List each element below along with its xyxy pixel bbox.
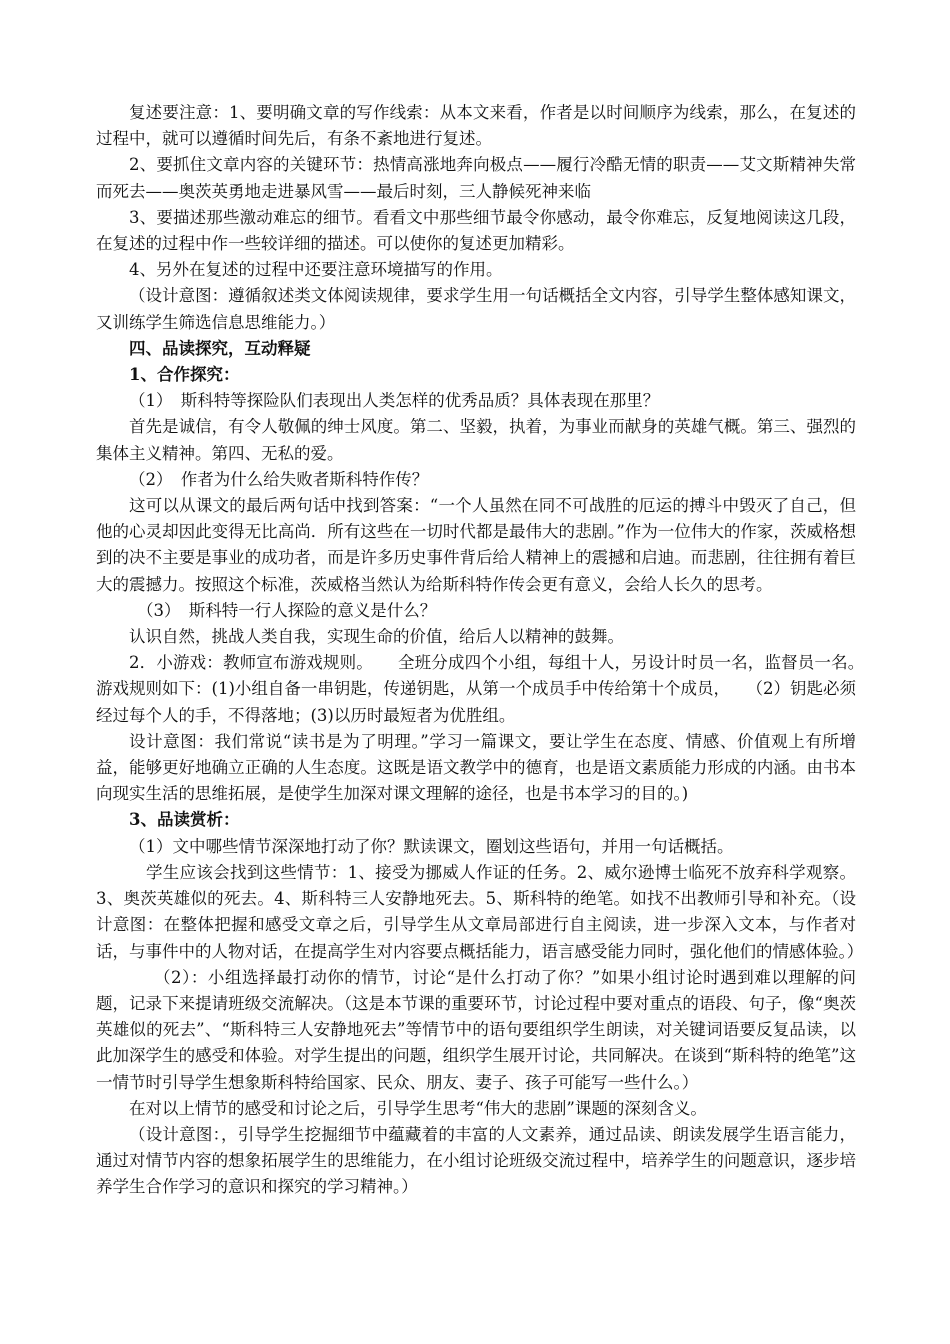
answer-1: 首先是诚信，有令人敬佩的绅士风度。第二、坚毅，执着，为事业而献身的英雄气概。第三、强烈的集体主义精神。第四、无私的爱。 — [96, 417, 856, 463]
paragraph-design-intent-3: （设计意图：，引导学生挖掘细节中蕴藏着的丰富的人文素养，通过品读、朗读发展学生语言能力，通过对情节内容的想象拓展学生的思维能力，在小组讨论班级交流过程中，培养学生的问题意识，逐步培养学生合作学习的意识和探究的学习精神。） — [96, 1124, 856, 1197]
paragraph-group-discussion: （2）：小组选择最打动你的情节，讨论“是什么打动了你？”如果小组讨论时遇到难以理解的问题，记录下来提请班级交流解决。（这是本节课的重要环节，讨论过程中要对重点的语段、句子，像“奥茨英雄似的死去”、“斯科特三人安静地死去”等情节中的语句要组织学生朗读，对关键词语要反复品读，以此加深学生的感受和体验。对学生提出的问题，组织学生展开讨论，共同解决。在谈到“斯科特的绝笔”这一情节时引导学生想象斯科特给国家、民众、朋友、妻子、孩子可能写一些什么。） — [96, 967, 856, 1092]
question-plot-1: （1）文中哪些情节深深地打动了你？默读课文，圈划这些语句，并用一句话概括。 — [129, 836, 734, 856]
paragraph-environment: 4、另外在复述的过程中还要注意环境描写的作用。 — [129, 260, 503, 280]
paragraph-title-meaning: 在对以上情节的感受和讨论之后，引导学生思考“伟大的悲剧”课题的深刻含义。 — [129, 1098, 707, 1118]
paragraph-retell-notes: 复述要注意：1、要明确文章的写作线索：从本文来看，作者是以时间顺序为线索，那么，在复述的过程中，就可以遵循时间先后，有条不紊地进行复述。 — [96, 103, 856, 149]
paragraph-plots-found: 学生应该会找到这些情节：1、接受为挪威人作证的任务。2、威尔逊博士临死不放弃科学观察。3、奥茨英雄似的死去。4、斯科特三人安静地死去。5、斯科特的绝笔。如找不出教师引导和补充。（设计意图：在整体把握和感受文章之后，引导学生从文章局部进行自主阅读，进一步深入文本，与作者对话，与事件中的人物对话，在提高学生对内容要点概括能力，语言感受能力同时，强化他们的情感体验。） — [96, 862, 864, 961]
question-1: （1） 斯科特等探险队们表现出人类怎样的优秀品质？具体表现在那里？ — [129, 391, 660, 411]
question-2: （2） 作者为什么给失败者斯科特作传？ — [129, 469, 429, 489]
answer-3: 认识自然，挑战人类自我，实现生命的价值，给后人以精神的鼓舞。 — [129, 627, 624, 647]
subheading-cooperative-inquiry: 1、合作探究： — [129, 365, 240, 385]
paragraph-details: 3、要描述那些激动难忘的细节。看看文中那些细节最令你感动，最令你难忘，反复地阅读这几段，在复述的过程中作一些较详细的描述。可以使你的复述更加精彩。 — [96, 207, 856, 254]
question-3: （3） 斯科特一行人探险的意义是什么？ — [137, 600, 437, 620]
document-body — [96, 100, 889, 1201]
paragraph-design-intent-2: 设计意图：我们常说“读书是为了明理。”学习一篇课文，要让学生在态度、情感、价值观上有所增益，能够更好地确立正确的人生态度。这既是语文教学中的德育，也是语文素质能力形成的内涵。由书本向现实生活的思维拓展，是使学生加深对课文理解的途径，也是书本学习的目的。) — [96, 731, 856, 804]
answer-2: 这可以从课文的最后两句话中找到答案：“一个人虽然在同不可战胜的厄运的搏斗中毁灭了自己，但他的心灵却因此变得无比高尚．所有这些在一切时代都是最伟大的悲剧。”作为一位伟大的作家，茨威格想到的决不主要是事业的成功者，而是许多历史事件背后给人精神上的震撼和启迪。而悲剧，往往拥有着巨大的震撼力。按照这个标准，茨威格当然认为给斯科特作传会更有意义，会给人长久的思考。 — [96, 496, 856, 594]
section-heading-4: 四、品读探究，互动释疑 — [129, 338, 311, 358]
paragraph-key-links: 2、要抓住文章内容的关键环节：热情高涨地奔向极点——履行冷酷无情的职责——艾文斯精神失常而死去——奥茨英勇地走进暴风雪——最后时刻，三人静候死神来临 — [96, 155, 856, 201]
subheading-appreciation: 3、品读赏析： — [129, 810, 240, 830]
paragraph-mini-game: 2．小游戏：教师宣布游戏规则。 全班分成四个小组，每组十人，另设计时员一名，监督员一名。 游戏规则如下：(1)小组自备一串钥匙，传递钥匙，从第一个成员手中传给第十个成员， （2）钥匙必须经过每个人的手，不得落地；(3)以历时最短者为优胜组。 — [96, 653, 889, 725]
paragraph-design-intent-1: （设计意图：遵循叙述类文体阅读规律，要求学生用一句话概括全文内容，引导学生整体感知课文，又训练学生筛选信息思维能力。） — [96, 286, 856, 332]
